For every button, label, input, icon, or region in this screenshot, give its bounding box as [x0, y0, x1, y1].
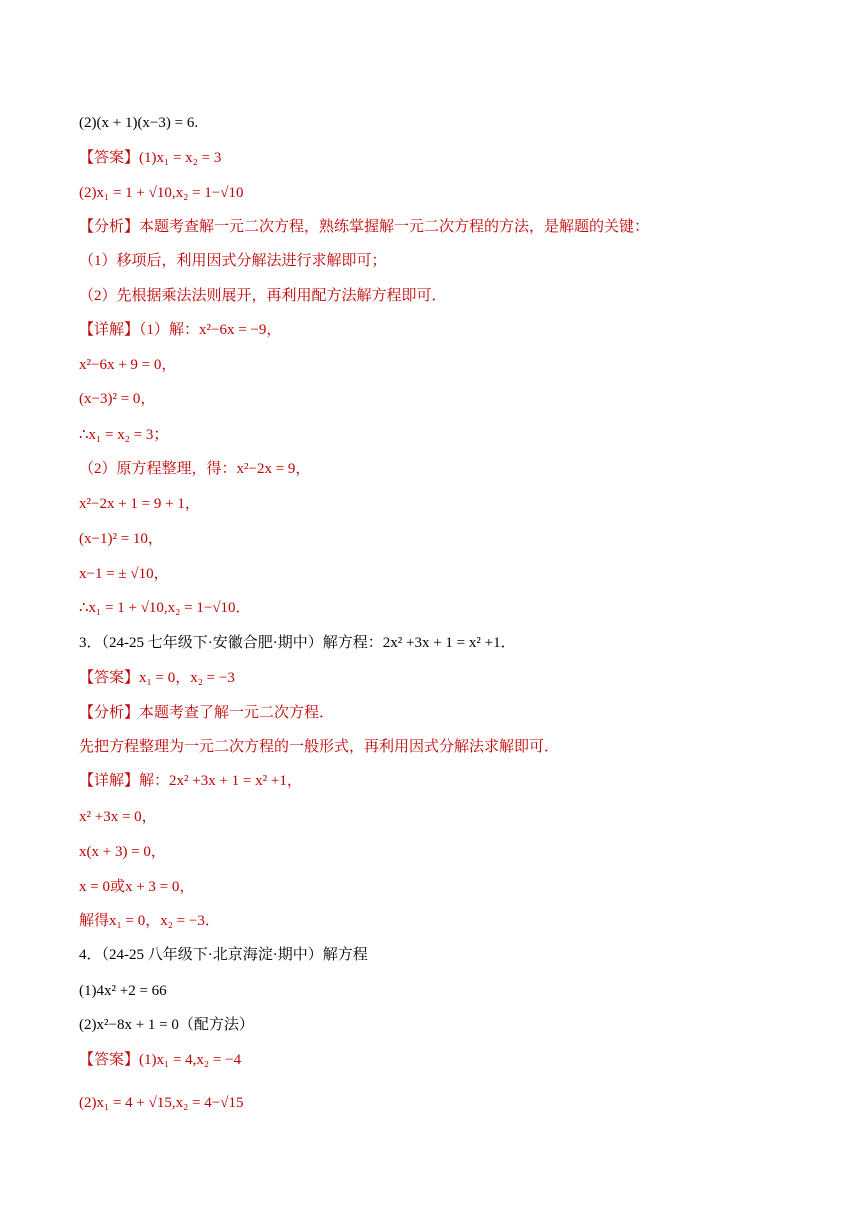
problem-3: 3．（24-25 七年级下·安徽合肥·期中）解方程：2x² +3x + 1 = x² +1． — [79, 635, 516, 651]
solution-line: 【详解】解：2x² +3x + 1 = x² +1， — [79, 773, 302, 789]
answer-line: 【答案】x₁ = 0，x₂ = −3 — [79, 670, 235, 686]
answer-line: (2)x₁ = 1 + √10,x₂ = 1−√10 — [79, 185, 244, 201]
analysis-line: 先把方程整理为一元二次方程的一般形式，再利用因式分解法求解即可． — [79, 739, 560, 755]
solution-line: 【详解】（1）解：x²−6x = −9， — [79, 322, 282, 338]
solution-line: x−1 = ± √10， — [79, 566, 169, 582]
answer-line: (2)x₁ = 4 + √15,x₂ = 4−√15 — [79, 1095, 244, 1111]
problem-4-part-2: (2)x²−8x + 1 = 0（配方法） — [79, 1017, 254, 1033]
solution-line: x²−6x + 9 = 0， — [79, 357, 177, 373]
solution-line: x²−2x + 1 = 9 + 1， — [79, 496, 200, 512]
answer-label-line: 【答案】(1)x₁ = x₂ = 3 — [79, 150, 222, 166]
solution-line: ∴x₁ = x₂ = 3； — [79, 427, 169, 443]
answer-line: 【答案】(1)x₁ = 4,x₂ = −4 — [79, 1052, 242, 1068]
analysis-line: （1）移项后，利用因式分解法进行求解即可； — [79, 253, 387, 269]
analysis-line: 【分析】本题考查了解一元二次方程． — [79, 705, 335, 721]
solution-line: x = 0或x + 3 = 0， — [79, 879, 195, 895]
problem-4-part-1: (1)4x² +2 = 66 — [79, 983, 167, 999]
solution-line: （2）原方程整理，得：x²−2x = 9， — [79, 461, 311, 477]
solution-line: (x−3)² = 0， — [79, 391, 156, 407]
solution-line: (x−1)² = 10， — [79, 531, 163, 547]
problem-2-part-2: (2)(x + 1)(x−3) = 6. — [79, 115, 199, 131]
analysis-line: 【分析】本题考查解一元二次方程，熟练掌握解一元二次方程的方法，是解题的关键： — [79, 219, 650, 235]
problem-4: 4．（24-25 八年级下·北京海淀·期中）解方程 — [79, 947, 368, 963]
solution-line: ∴x₁ = 1 + √10,x₂ = 1−√10． — [79, 600, 251, 616]
analysis-line: （2）先根据乘法法则展开，再利用配方法解方程即可． — [79, 288, 447, 304]
solution-line: x² +3x = 0， — [79, 809, 157, 825]
solution-line: x(x + 3) = 0， — [79, 844, 166, 860]
solution-line: 解得x₁ = 0，x₂ = −3． — [79, 913, 220, 929]
